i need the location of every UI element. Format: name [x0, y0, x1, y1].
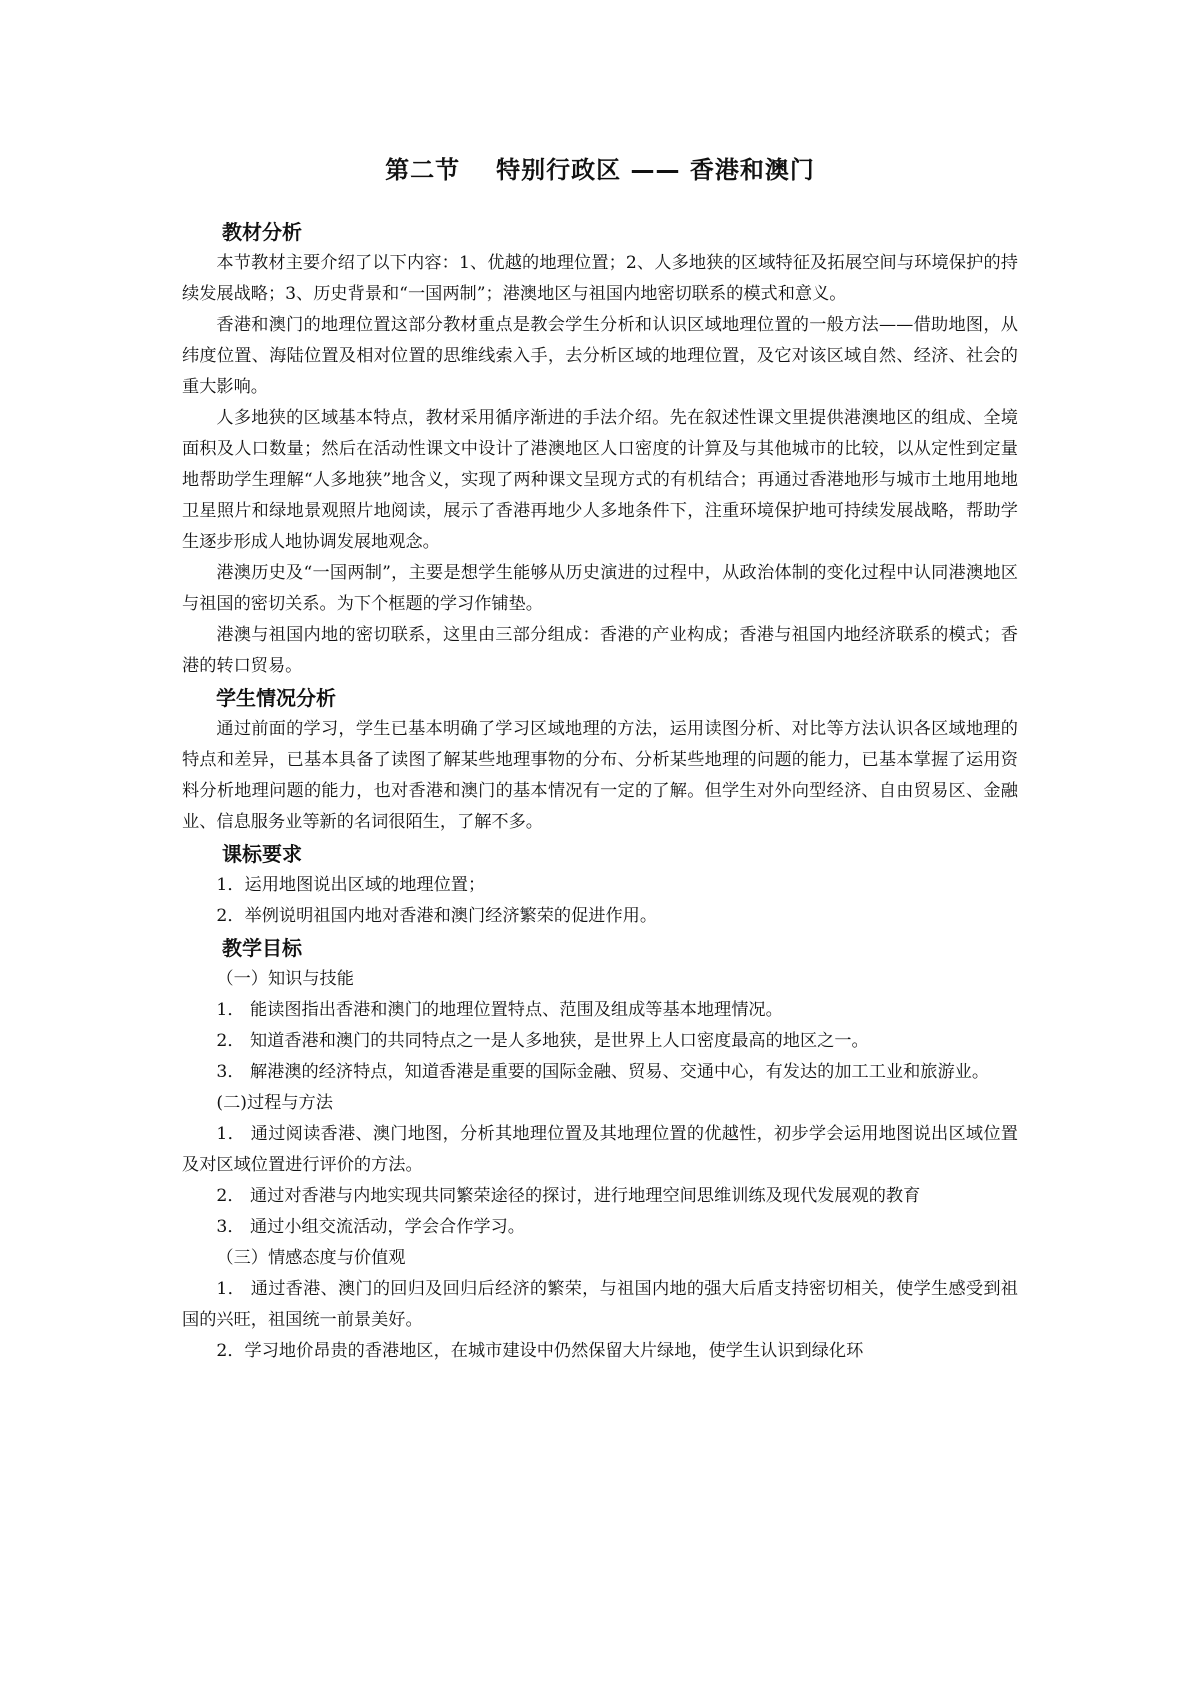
heading-students: 学生情况分析: [216, 686, 336, 710]
material-paragraph-2: 香港和澳门的地理位置这部分教材重点是教会学生分析和认识区域地理位置的一般方法——借助地图，从纬度位置、海陆位置及相对位置的思维线索入手，去分析区域的地理位置，及它对该区域自然、经济、社会的重大影响。: [182, 315, 1018, 397]
goals-emotion-item-2: 2．学习地价昂贵的香港地区，在城市建设中仍然保留大片绿地，使学生认识到绿化环: [216, 1341, 864, 1361]
goals-knowledge-item-2: 2． 知道香港和澳门的共同特点之一是人多地狭，是世界上人口密度最高的地区之一。: [216, 1031, 869, 1051]
material-paragraph-3: 人多地狭的区域基本特点，教材采用循序渐进的手法介绍。先在叙述性课文里提供港澳地区的组成、全境面积及人口数量；然后在活动性课文中设计了港澳地区人口密度的计算及与其他城市的比较，以从定性到定量地帮助学生理解“人多地狭”地含义，实现了两种课文呈现方式的有机结合；再通过香港地形与城市土地用地地卫星照片和绿地景观照片地阅读，展示了香港再地少人多地条件下，注重环境保护地可持续发展战略，帮助学生逐步形成人地协调发展地观念。: [182, 408, 1018, 552]
standards-item-1: 1．运用地图说出区域的地理位置；: [216, 875, 486, 895]
title-section: 第二节: [385, 156, 461, 184]
goals-process-item-3: 3． 通过小组交流活动，学会合作学习。: [216, 1217, 525, 1237]
title-main: 特别行政区 —— 香港和澳门: [496, 156, 815, 184]
document-page: [182, 150, 1018, 1367]
goals-emotion-item-1: 1． 通过香港、澳门的回归及回归后经济的繁荣，与祖国内地的强大后盾支持密切相关，使学生感受到祖国的兴旺，祖国统一前景美好。: [182, 1279, 1018, 1330]
material-paragraph-4: 港澳历史及“一国两制”，主要是想学生能够从历史演进的过程中，从政治体制的变化过程中认同港澳地区与祖国的密切关系。为下个框题的学习作铺垫。: [182, 563, 1018, 614]
goals-emotion-heading: （三）情感态度与价值观: [216, 1248, 406, 1268]
heading-material: 教材分析: [222, 220, 302, 244]
students-paragraph-1: 通过前面的学习，学生已基本明确了学习区域地理的方法，运用读图分析、对比等方法认识各区域地理的特点和差异，已基本具备了读图了解某些地理事物的分布、分析某些地理的问题的能力，已基本掌握了运用资料分析地理问题的能力，也对香港和澳门的基本情况有一定的了解。但学生对外向型经济、自由贸易区、金融业、信息服务业等新的名词很陌生，了解不多。: [182, 719, 1018, 832]
goals-process-item-1: 1． 通过阅读香港、澳门地图，分析其地理位置及其地理位置的优越性，初步学会运用地图说出区域位置及对区域位置进行评价的方法。: [182, 1124, 1018, 1175]
material-paragraph-5: 港澳与祖国内地的密切联系，这里由三部分组成：香港的产业构成；香港与祖国内地经济联系的模式；香港的转口贸易。: [182, 625, 1018, 676]
goals-process-item-2: 2． 通过对香港与内地实现共同繁荣途径的探讨，进行地理空间思维训练及现代发展观的教育: [216, 1186, 921, 1206]
goals-knowledge-item-1: 1． 能读图指出香港和澳门的地理位置特点、范围及组成等基本地理情况。: [216, 1000, 783, 1020]
heading-standards: 课标要求: [222, 842, 302, 866]
goals-knowledge-item-3: 3． 解港澳的经济特点，知道香港是重要的国际金融、贸易、交通中心，有发达的加工工业和旅游业。: [216, 1062, 990, 1082]
heading-goals: 教学目标: [222, 936, 302, 960]
goals-process-heading: (二)过程与方法: [216, 1093, 333, 1113]
page-title: [182, 150, 1018, 190]
standards-item-2: 2．举例说明祖国内地对香港和澳门经济繁荣的促进作用。: [216, 906, 658, 926]
material-paragraph-1: 本节教材主要介绍了以下内容：1、优越的地理位置；2、人多地狭的区域特征及拓展空间与环境保护的持续发展战略；3、历史背景和“一国两制”；港澳地区与祖国内地密切联系的模式和意义。: [182, 253, 1018, 304]
goals-knowledge-heading: （一）知识与技能: [216, 969, 354, 989]
